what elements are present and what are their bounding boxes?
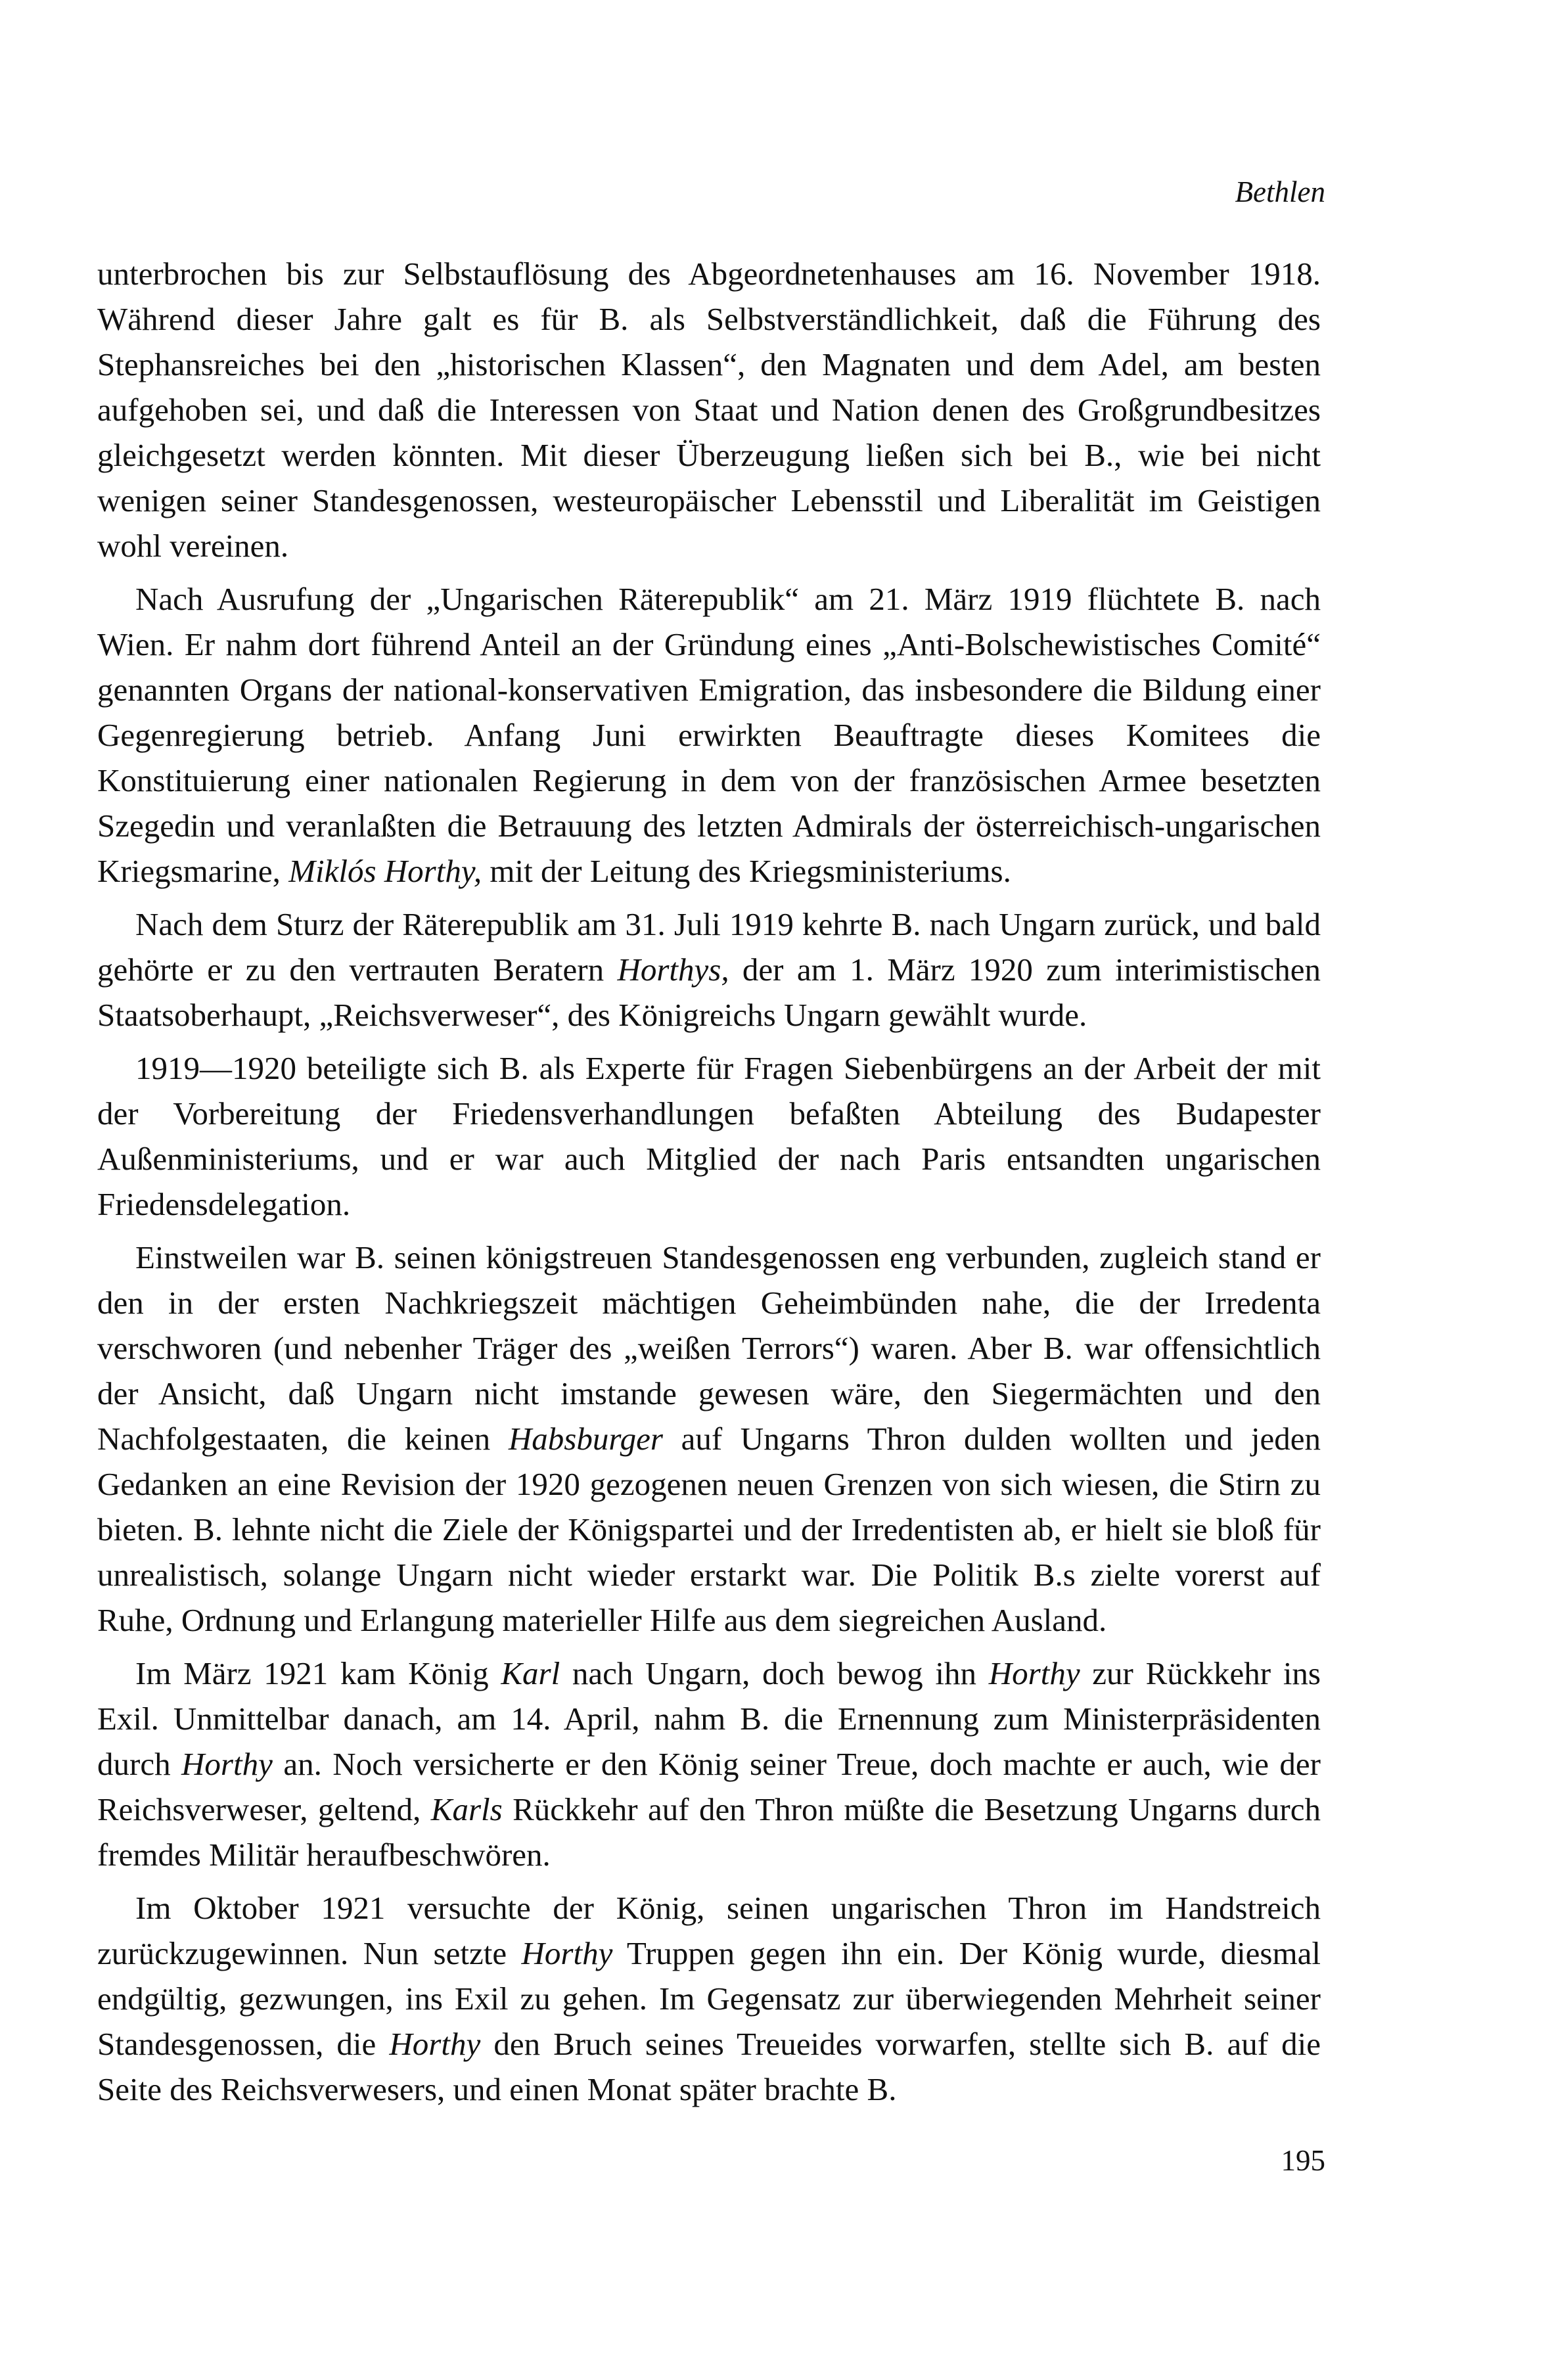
italic-name: Habsburger — [508, 1421, 663, 1457]
text-run: nach Ungarn, doch bewog ihn — [560, 1655, 989, 1691]
text-run: mit der Leitung des Kriegsministeriums. — [482, 853, 1011, 889]
body-text — [97, 251, 1321, 2120]
text-run: den Bruch seines Treueides vorwarfen, stellte sich B. auf die Seite des Reichsverwesers, und einen Monat später brachte B. — [97, 2026, 1321, 2107]
paragraph — [97, 1651, 1321, 1877]
italic-name: Horthy — [181, 1746, 273, 1782]
text-run: auf Ungarns Thron dulden wollten und jeden Gedanken an eine Revision der 1920 gezogenen neuen Grenzen von sich wiesen, die Stirn zu bieten. B. lehnte nicht die Ziele der Königspartei und der Irredentisten ab, er hielt sie bloß für unrealistisch, solange Ungarn nicht wieder erstarkt war. Die Politik B.s zielte vorerst auf Ruhe, Ordnung und Erlangung materieller Hilfe aus dem siegreichen Ausland. — [97, 1421, 1321, 1638]
paragraph — [97, 902, 1321, 1038]
italic-name: Karls — [430, 1791, 503, 1827]
paragraph — [97, 1045, 1321, 1227]
text-run: Nach Ausrufung der „Ungarischen Räterepublik“ am 21. März 1919 flüchtete B. nach Wien. Er nahm dort führend Anteil an der Gründung eines „Anti-Bolschewistisches Comité“ genannten Organs der national-konservativen Emigration, das insbesondere die Bildung einer Gegenregierung betrieb. Anfang Juni erwirkten Beauftragte dieses Komitees die Konstituierung einer nationalen Regierung in dem von der französischen Armee besetzten Szegedin und veranlaßten die Betrauung des letzten Admirals der österreichisch-ungarischen Kriegsmarine, — [97, 581, 1321, 889]
paragraph — [97, 251, 1321, 568]
text-run: Nach dem Sturz der Räterepublik am 31. Juli 1919 kehrte B. nach Ungarn zurück, und bald gehörte er zu den vertrauten Beratern — [97, 906, 1321, 988]
text-run: der am 1. März 1920 zum interimistischen Staatsoberhaupt, „Reichsverweser“, des Königreichs Ungarn gewählt wurde. — [97, 951, 1321, 1033]
paragraph — [97, 576, 1321, 894]
italic-name: Horthy — [521, 1935, 613, 1971]
paragraph — [97, 1235, 1321, 1643]
text-run: zur Rückkehr ins Exil. Unmittelbar danach, am 14. April, nahm B. die Ernennung zum Ministerpräsidenten durch — [97, 1655, 1321, 1782]
page-number: 195 — [1281, 2144, 1325, 2177]
italic-name: Horthy — [988, 1655, 1080, 1691]
text-run: Im Oktober 1921 versuchte der König, seinen ungarischen Thron im Handstreich zurückzugewinnen. Nun setzte — [97, 1890, 1321, 1971]
italic-name: Horthys, — [617, 951, 729, 988]
text-run: Im März 1921 kam König — [135, 1655, 501, 1691]
text-run: 1919—1920 beteiligte sich B. als Experte für Fragen Siebenbürgens an der Arbeit der mit der Vorbereitung der Friedensverhandlungen befaßten Abteilung des Budapester Außenministeriums, und er war auch Mitglied der nach Paris entsandten ungarischen Friedensdelegation. — [97, 1050, 1321, 1222]
running-head: Bethlen — [1235, 175, 1325, 208]
paragraph — [97, 1885, 1321, 2112]
italic-name: Horthy — [389, 2026, 481, 2062]
text-run: Einstweilen war B. seinen königstreuen Standesgenossen eng verbunden, zugleich stand er den in der ersten Nachkriegszeit mächtigen Geheimbünden nahe, die der Irredenta verschworen (und nebenher Träger des „weißen Terrors“) waren. Aber B. war offensichtlich der Ansicht, daß Ungarn nicht imstande gewesen wäre, den Siegermächten und den Nachfolgestaaten, die keinen — [97, 1239, 1321, 1457]
italic-name: Miklós Horthy, — [288, 853, 482, 889]
text-run: unterbrochen bis zur Selbstauflösung des Abgeordnetenhauses am 16. November 1918. Während dieser Jahre galt es für B. als Selbstverständlichkeit, daß die Führung des Stephansreiches bei den „historischen Klassen“, den Magnaten und dem Adel, am besten aufgehoben sei, und daß die Interessen von Staat und Nation denen des Großgrundbesitzes gleichgesetzt werden könnten. Mit dieser Überzeugung ließen sich bei B., wie bei nicht wenigen seiner Standesgenossen, westeuropäischer Lebensstil und Liberalität im Geistigen wohl vereinen. — [97, 256, 1321, 564]
text-run: an. Noch versicherte er den König seiner Treue, doch machte er auch, wie der Reichsverweser, geltend, — [97, 1746, 1321, 1827]
italic-name: Karl — [501, 1655, 560, 1691]
text-run: Rückkehr auf den Thron müßte die Besetzung Ungarns durch fremdes Militär heraufbeschwören. — [97, 1791, 1321, 1873]
text-run: Truppen gegen ihn ein. Der König wurde, diesmal endgültig, gezwungen, ins Exil zu gehen. Im Gegensatz zur überwiegenden Mehrheit seiner Standesgenossen, die — [97, 1935, 1321, 2062]
